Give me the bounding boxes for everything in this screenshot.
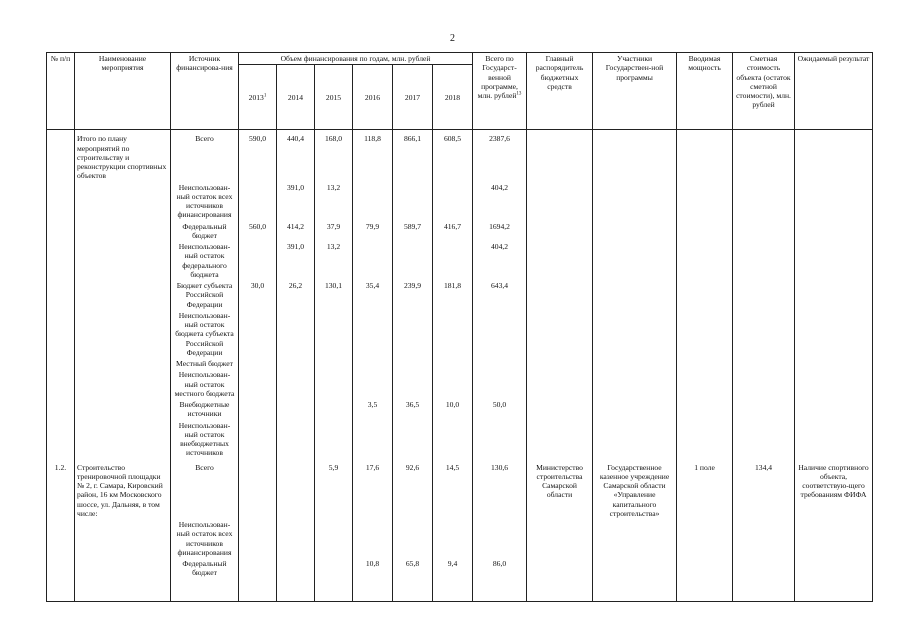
- row-source-cell: Всего: [171, 459, 239, 520]
- row-year-value-cell: 3,5: [353, 399, 393, 420]
- row-year-value-cell: 37,9: [315, 221, 353, 242]
- row-year-value-cell: 608,5: [433, 130, 473, 182]
- empty-cell: [433, 579, 473, 602]
- row-source-cell: Неиспользован-ный остаток всех источников финансирования: [171, 519, 239, 558]
- empty-cell: [593, 579, 677, 602]
- row-year-value-cell: 118,8: [353, 130, 393, 182]
- row-estimate-cell: [733, 280, 795, 310]
- row-capacity-cell: [677, 369, 733, 399]
- header-name: Наименование мероприятия: [75, 53, 171, 130]
- row-result-cell: [795, 221, 873, 242]
- empty-cell: [795, 579, 873, 602]
- row-source-cell: Всего: [171, 130, 239, 182]
- header-year: 2016: [353, 65, 393, 130]
- row-num-cell: 1.2.: [47, 459, 75, 520]
- row-year-value-cell: [353, 369, 393, 399]
- row-year-value-cell: [353, 241, 393, 280]
- row-capacity-cell: [677, 182, 733, 221]
- row-manager-cell: [527, 358, 593, 369]
- row-num-cell: [47, 358, 75, 369]
- row-estimate-cell: [733, 182, 795, 221]
- row-num-cell: [47, 369, 75, 399]
- row-year-value-cell: 5,9: [315, 459, 353, 520]
- row-name-cell: [75, 358, 171, 369]
- row-year-value-cell: [433, 369, 473, 399]
- row-name-cell: [75, 369, 171, 399]
- empty-cell: [315, 579, 353, 602]
- row-year-value-cell: [277, 399, 315, 420]
- row-manager-cell: [527, 558, 593, 579]
- page-number: 2: [450, 33, 455, 44]
- row-year-value-cell: 10,0: [433, 399, 473, 420]
- table-row: [47, 399, 873, 420]
- row-name-cell: [75, 558, 171, 579]
- header-funding-group: Объем финансирования по годам, млн. рублей: [239, 53, 473, 65]
- row-participants-cell: [593, 420, 677, 459]
- row-year-value-cell: [433, 182, 473, 221]
- row-name-cell: [75, 221, 171, 242]
- row-capacity-cell: [677, 420, 733, 459]
- row-total-cell: 2387,6: [473, 130, 527, 182]
- row-participants-cell: [593, 221, 677, 242]
- row-manager-cell: [527, 310, 593, 358]
- row-year-value-cell: 168,0: [315, 130, 353, 182]
- empty-cell: [677, 579, 733, 602]
- row-year-value-cell: [433, 358, 473, 369]
- row-year-value-cell: [239, 310, 277, 358]
- row-estimate-cell: [733, 241, 795, 280]
- row-year-value-cell: 560,0: [239, 221, 277, 242]
- row-result-cell: [795, 558, 873, 579]
- row-source-cell: Местный бюджет: [171, 358, 239, 369]
- row-result-cell: [795, 241, 873, 280]
- row-estimate-cell: [733, 369, 795, 399]
- row-year-value-cell: [277, 558, 315, 579]
- row-num-cell: [47, 280, 75, 310]
- row-num-cell: [47, 399, 75, 420]
- row-result-cell: [795, 399, 873, 420]
- row-result-cell: [795, 130, 873, 182]
- row-estimate-cell: [733, 399, 795, 420]
- row-num-cell: [47, 420, 75, 459]
- row-year-value-cell: 35,4: [353, 280, 393, 310]
- row-total-cell: [473, 310, 527, 358]
- row-estimate-cell: [733, 558, 795, 579]
- row-year-value-cell: [277, 519, 315, 558]
- row-year-value-cell: [393, 420, 433, 459]
- header-total: Всего по Государст-венной программе, млн. рублей$^{13}$: [473, 53, 527, 130]
- row-total-cell: 643,4: [473, 280, 527, 310]
- row-capacity-cell: [677, 280, 733, 310]
- empty-cell: [277, 579, 315, 602]
- row-source-cell: Неиспользован-ный остаток бюджета субъекта Российской Федерации: [171, 310, 239, 358]
- row-year-value-cell: [315, 420, 353, 459]
- row-year-value-cell: [353, 310, 393, 358]
- row-participants-cell: [593, 519, 677, 558]
- header-year: 2013$^1$: [239, 65, 277, 130]
- table-row: [47, 221, 873, 242]
- empty-cell: [353, 579, 393, 602]
- row-manager-cell: [527, 519, 593, 558]
- row-year-value-cell: [433, 310, 473, 358]
- row-name-cell: [75, 310, 171, 358]
- row-result-cell: [795, 280, 873, 310]
- row-year-value-cell: [315, 558, 353, 579]
- row-estimate-cell: [733, 420, 795, 459]
- table-row: [47, 519, 873, 558]
- empty-cell: [527, 579, 593, 602]
- header-year: 2017: [393, 65, 433, 130]
- row-manager-cell: [527, 182, 593, 221]
- row-year-value-cell: [239, 459, 277, 520]
- row-total-cell: [473, 519, 527, 558]
- row-year-value-cell: 14,5: [433, 459, 473, 520]
- row-total-cell: 404,2: [473, 241, 527, 280]
- row-estimate-cell: [733, 519, 795, 558]
- row-result-cell: [795, 310, 873, 358]
- row-total-cell: 86,0: [473, 558, 527, 579]
- row-year-value-cell: 391,0: [277, 241, 315, 280]
- table-row: [47, 358, 873, 369]
- header-num: № п/п: [47, 53, 75, 130]
- header-estimate: Сметная стоимость объекта (остаток сметной стоимости), млн. рублей: [733, 53, 795, 130]
- row-estimate-cell: [733, 358, 795, 369]
- row-total-cell: [473, 420, 527, 459]
- row-year-value-cell: 92,6: [393, 459, 433, 520]
- row-year-value-cell: [393, 519, 433, 558]
- row-num-cell: [47, 558, 75, 579]
- empty-cell: [75, 579, 171, 602]
- row-source-cell: Федеральный бюджет: [171, 558, 239, 579]
- row-year-value-cell: 10,8: [353, 558, 393, 579]
- row-result-cell: [795, 519, 873, 558]
- row-participants-cell: [593, 369, 677, 399]
- row-estimate-cell: [733, 310, 795, 358]
- row-capacity-cell: [677, 519, 733, 558]
- row-participants-cell: [593, 241, 677, 280]
- row-manager-cell: [527, 241, 593, 280]
- row-year-value-cell: [353, 358, 393, 369]
- row-manager-cell: [527, 280, 593, 310]
- header-manager: Главный распорядитель бюджетных средств: [527, 53, 593, 130]
- row-year-value-cell: 866,1: [393, 130, 433, 182]
- row-year-value-cell: [353, 420, 393, 459]
- row-total-cell: [473, 358, 527, 369]
- row-year-value-cell: [393, 310, 433, 358]
- row-year-value-cell: 440,4: [277, 130, 315, 182]
- row-source-cell: Бюджет субъекта Российской Федерации: [171, 280, 239, 310]
- row-year-value-cell: [315, 519, 353, 558]
- row-total-cell: 130,6: [473, 459, 527, 520]
- row-year-value-cell: [393, 182, 433, 221]
- row-source-cell: Внебюджетные источники: [171, 399, 239, 420]
- header-year: 2018: [433, 65, 473, 130]
- table-row: [47, 280, 873, 310]
- row-year-value-cell: [239, 241, 277, 280]
- row-total-cell: 404,2: [473, 182, 527, 221]
- row-year-value-cell: [239, 182, 277, 221]
- row-num-cell: [47, 221, 75, 242]
- row-total-cell: 50,0: [473, 399, 527, 420]
- row-participants-cell: [593, 358, 677, 369]
- row-year-value-cell: [393, 358, 433, 369]
- empty-cell: [47, 579, 75, 602]
- row-participants-cell: Государственное казенное учреждение Самарской области «Управление капитального строительства»: [593, 459, 677, 520]
- table-row: [47, 369, 873, 399]
- table-row: [47, 130, 873, 182]
- table-body: [47, 130, 873, 601]
- row-name-cell: [75, 280, 171, 310]
- table-row: [47, 182, 873, 221]
- row-year-value-cell: 9,4: [433, 558, 473, 579]
- row-manager-cell: [527, 221, 593, 242]
- row-estimate-cell: 134,4: [733, 459, 795, 520]
- row-participants-cell: [593, 558, 677, 579]
- row-result-cell: [795, 420, 873, 459]
- row-source-cell: Неиспользован-ный остаток внебюджетных источников: [171, 420, 239, 459]
- row-year-value-cell: 589,7: [393, 221, 433, 242]
- header-result: Ожидаемый результат: [795, 53, 873, 130]
- row-name-cell: [75, 519, 171, 558]
- row-year-value-cell: 130,1: [315, 280, 353, 310]
- row-capacity-cell: [677, 399, 733, 420]
- row-capacity-cell: [677, 221, 733, 242]
- row-year-value-cell: 36,5: [393, 399, 433, 420]
- row-year-value-cell: [353, 182, 393, 221]
- empty-cell: [239, 579, 277, 602]
- row-year-value-cell: 65,8: [393, 558, 433, 579]
- row-year-value-cell: [239, 358, 277, 369]
- row-year-value-cell: [393, 241, 433, 280]
- empty-cell: [171, 579, 239, 602]
- row-year-value-cell: [315, 399, 353, 420]
- row-year-value-cell: [393, 369, 433, 399]
- row-year-value-cell: [433, 420, 473, 459]
- row-manager-cell: [527, 399, 593, 420]
- row-year-value-cell: 26,2: [277, 280, 315, 310]
- row-result-cell: [795, 182, 873, 221]
- row-participants-cell: [593, 182, 677, 221]
- row-year-value-cell: [239, 558, 277, 579]
- row-year-value-cell: [433, 519, 473, 558]
- row-num-cell: [47, 310, 75, 358]
- row-year-value-cell: 414,2: [277, 221, 315, 242]
- row-source-cell: Федеральный бюджет: [171, 221, 239, 242]
- row-name-cell: Строительство тренировочной площадки № 2, г. Самара, Кировский район, 16 км Московского шоссе, ул. Дальняя, в том числе:: [75, 459, 171, 520]
- row-num-cell: [47, 182, 75, 221]
- row-capacity-cell: [677, 241, 733, 280]
- row-num-cell: [47, 519, 75, 558]
- row-result-cell: Наличие спортивного объекта, соответствую-щего требованиям ФИФА: [795, 459, 873, 520]
- row-year-value-cell: [277, 310, 315, 358]
- row-year-value-cell: [315, 310, 353, 358]
- row-name-cell: [75, 182, 171, 221]
- table-row: [47, 241, 873, 280]
- row-name-cell: Итого по плану мероприятий по строительству и реконструкции спортивных объектов: [75, 130, 171, 182]
- row-year-value-cell: 13,2: [315, 241, 353, 280]
- row-year-value-cell: [315, 369, 353, 399]
- row-result-cell: [795, 358, 873, 369]
- row-name-cell: [75, 241, 171, 280]
- row-year-value-cell: [277, 369, 315, 399]
- header-year: 2014: [277, 65, 315, 130]
- table-row: [47, 579, 873, 602]
- row-year-value-cell: 30,0: [239, 280, 277, 310]
- row-estimate-cell: [733, 221, 795, 242]
- row-year-value-cell: [433, 241, 473, 280]
- row-year-value-cell: [353, 519, 393, 558]
- row-year-value-cell: [239, 399, 277, 420]
- header-capacity: Вводимая мощность: [677, 53, 733, 130]
- row-capacity-cell: 1 поле: [677, 459, 733, 520]
- row-year-value-cell: 239,9: [393, 280, 433, 310]
- row-name-cell: [75, 420, 171, 459]
- empty-cell: [393, 579, 433, 602]
- row-year-value-cell: 13,2: [315, 182, 353, 221]
- row-year-value-cell: 391,0: [277, 182, 315, 221]
- header-row-1: [47, 53, 873, 65]
- row-manager-cell: Министерство строительства Самарской области: [527, 459, 593, 520]
- table-row: [47, 459, 873, 520]
- row-year-value-cell: [315, 358, 353, 369]
- row-capacity-cell: [677, 558, 733, 579]
- row-year-value-cell: 181,8: [433, 280, 473, 310]
- header-participants: Участники Государствен-ной программы: [593, 53, 677, 130]
- row-name-cell: [75, 399, 171, 420]
- empty-cell: [473, 579, 527, 602]
- row-manager-cell: [527, 130, 593, 182]
- table-row: [47, 420, 873, 459]
- header-year: 2015: [315, 65, 353, 130]
- row-manager-cell: [527, 369, 593, 399]
- row-year-value-cell: 416,7: [433, 221, 473, 242]
- table-row: [47, 310, 873, 358]
- row-total-cell: [473, 369, 527, 399]
- row-year-value-cell: 590,0: [239, 130, 277, 182]
- header-source: Источник финансирова-ния: [171, 53, 239, 130]
- empty-cell: [733, 579, 795, 602]
- row-year-value-cell: 17,6: [353, 459, 393, 520]
- row-year-value-cell: [277, 358, 315, 369]
- row-source-cell: Неиспользован-ный остаток всех источников финансирования: [171, 182, 239, 221]
- row-num-cell: [47, 130, 75, 182]
- row-capacity-cell: [677, 130, 733, 182]
- row-estimate-cell: [733, 130, 795, 182]
- row-participants-cell: [593, 280, 677, 310]
- row-result-cell: [795, 369, 873, 399]
- row-total-cell: 1694,2: [473, 221, 527, 242]
- row-year-value-cell: [277, 459, 315, 520]
- row-capacity-cell: [677, 310, 733, 358]
- row-participants-cell: [593, 399, 677, 420]
- row-year-value-cell: [277, 420, 315, 459]
- row-year-value-cell: 79,9: [353, 221, 393, 242]
- row-source-cell: Неиспользован-ный остаток федерального бюджета: [171, 241, 239, 280]
- row-participants-cell: [593, 310, 677, 358]
- row-year-value-cell: [239, 369, 277, 399]
- row-year-value-cell: [239, 519, 277, 558]
- financing-table: [46, 52, 873, 602]
- row-manager-cell: [527, 420, 593, 459]
- row-source-cell: Неиспользован-ный остаток местного бюджета: [171, 369, 239, 399]
- row-capacity-cell: [677, 358, 733, 369]
- row-year-value-cell: [239, 420, 277, 459]
- row-participants-cell: [593, 130, 677, 182]
- table-row: [47, 558, 873, 579]
- row-num-cell: [47, 241, 75, 280]
